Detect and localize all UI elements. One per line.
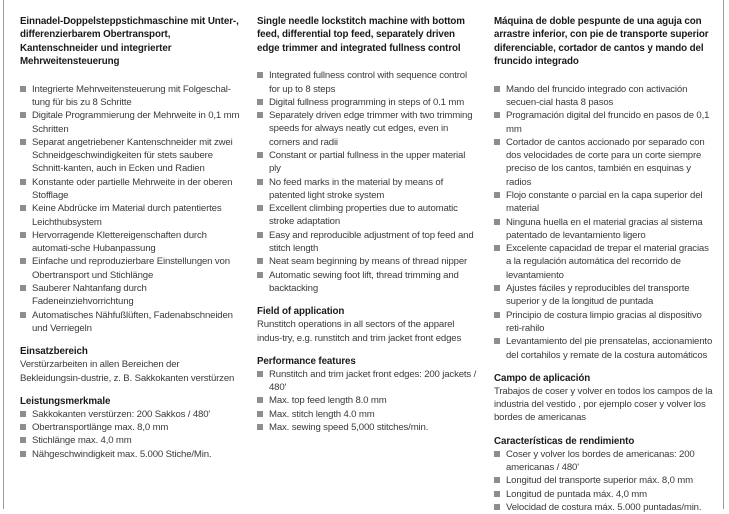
list-item: Integrated fullness control with sequence control for up to 8 steps <box>257 69 479 96</box>
spanish-column <box>494 15 716 514</box>
square-bullet-icon <box>20 285 26 291</box>
spanish-title: Máquina de doble pespunte de una aguja con arrastre inferior, con pie de transporte superior diferenciable, cortador de cantos y mando del fruncido integrado <box>494 16 709 68</box>
spanish-application-heading: Campo de aplicación <box>494 372 591 384</box>
square-bullet-icon <box>20 205 26 211</box>
list-item: Nähgeschwindigkeit max. 5.000 Stiche/Min. <box>20 448 242 461</box>
square-bullet-icon <box>257 258 263 264</box>
list-item: Longitud del transporte superior máx. 8,0 mm <box>494 474 716 487</box>
square-bullet-icon <box>257 272 263 278</box>
square-bullet-icon <box>257 411 263 417</box>
list-item: Automatisches Nähfußlüften, Fadenabschneiden und Verriegeln <box>20 309 242 336</box>
list-item: Sauberer Nahtanfang durch Fadeneinziehvorrichtung <box>20 282 242 309</box>
square-bullet-icon <box>494 86 500 92</box>
page-right-border <box>723 0 724 509</box>
german-application-heading: Einsatzbereich <box>20 346 88 358</box>
square-bullet-icon <box>494 139 500 145</box>
german-performance-heading: Leistungsmerkmale <box>20 395 111 407</box>
square-bullet-icon <box>20 86 26 92</box>
german-application-text: Verstürzarbeiten in allen Bereichen der Bekleidungsin-dustrie, z. B. Sakkokanten verstürzen <box>20 359 235 384</box>
list-item: Automatic sewing foot lift, thread trimming and backtacking <box>257 269 479 296</box>
list-item: Excelente capacidad de trepar el material gracias a la regulación automática del recorrido de levantamiento <box>494 242 716 282</box>
square-bullet-icon <box>20 451 26 457</box>
list-item: Velocidad de costura máx. 5.000 puntadas/min. <box>494 501 716 514</box>
list-item: Sakkokanten verstürzen: 200 Sakkos / 480' <box>20 408 242 421</box>
list-item: Digital fullness programming in steps of 0.1 mm <box>257 96 479 109</box>
square-bullet-icon <box>257 371 263 377</box>
english-title: Single needle lockstitch machine with bottom feed, differential top feed, separately driven edge trimmer and integrated fullness control <box>257 16 465 54</box>
list-item: Stichlänge max. 4,0 mm <box>20 434 242 447</box>
list-item: Principio de costura limpio gracias al dispositivo reti-rahilo <box>494 309 716 336</box>
list-item: Coser y volver los bordes de americanas: 200 americanas / 480' <box>494 448 716 475</box>
list-item: Cortador de cantos accionado por separado con dos velocidades de corte para un corte siempre preciso de los cantos, también en esquinas y radios <box>494 136 716 189</box>
list-item: Longitud de puntada máx. 4,0 mm <box>494 488 716 501</box>
list-item: Max. stitch length 4.0 mm <box>257 408 479 421</box>
square-bullet-icon <box>257 152 263 158</box>
spanish-feature-list <box>494 83 716 362</box>
list-item: Ajustes fáciles y reproducibles del transporte superior y de la longitud de puntada <box>494 282 716 309</box>
list-item: Flojo constante o parcial en la capa superior del material <box>494 189 716 216</box>
list-item: Einfache und reproduzierbare Einstellungen von Obertransport und Stichlänge <box>20 255 242 282</box>
list-item: Separat angetriebener Kantenschneider mit zwei Schneidgeschwindigkeiten für stets saubere Schnitt-kanten, auch in Ecken und Radien <box>20 136 242 176</box>
english-performance-list <box>257 368 479 434</box>
list-item: Keine Abdrücke im Material durch patentiertes Leichthubsystem <box>20 202 242 229</box>
page-left-border <box>3 0 4 509</box>
list-item: Max. sewing speed 5,000 stitches/min. <box>257 421 479 434</box>
list-item: Hervorragende Klettereigenschaften durch automati-sche Hubanpassung <box>20 229 242 256</box>
list-item: Neat seam beginning by means of thread nipper <box>257 255 479 268</box>
square-bullet-icon <box>494 245 500 251</box>
list-item: Runstitch and trim jacket front edges: 200 jackets / 480' <box>257 368 479 395</box>
german-column <box>20 15 242 461</box>
list-item: Digitale Programmierung der Mehrweite in 0,1 mm Schritten <box>20 109 242 136</box>
square-bullet-icon <box>257 112 263 118</box>
list-item: Konstante oder partielle Mehrweite in der oberen Stofflage <box>20 176 242 203</box>
list-item: No feed marks in the material by means of patented light stroke system <box>257 176 479 203</box>
square-bullet-icon <box>20 112 26 118</box>
square-bullet-icon <box>494 477 500 483</box>
german-feature-list <box>20 83 242 336</box>
english-column <box>257 15 479 434</box>
square-bullet-icon <box>494 112 500 118</box>
square-bullet-icon <box>257 397 263 403</box>
square-bullet-icon <box>257 99 263 105</box>
square-bullet-icon <box>257 424 263 430</box>
square-bullet-icon <box>257 232 263 238</box>
list-item: Obertransportlänge max. 8,0 mm <box>20 421 242 434</box>
square-bullet-icon <box>20 437 26 443</box>
list-item: Programación digital del fruncido en pasos de 0,1 mm <box>494 109 716 136</box>
list-item: Ninguna huella en el material gracias al sistema patentado de levantamiento ligero <box>494 216 716 243</box>
english-application-text: Runstitch operations in all sectors of the apparel indus-try, e.g. runstitch and trim jacket front edges <box>257 319 462 344</box>
spanish-application-text: Trabajos de coser y volver en todos los campos de la industria del vestido , por ejemplo coser y volver los bordes de americanas <box>494 385 713 424</box>
german-performance-list <box>20 408 242 461</box>
list-item: Max. top feed length 8.0 mm <box>257 394 479 407</box>
square-bullet-icon <box>20 312 26 318</box>
english-performance-heading: Performance features <box>257 355 356 367</box>
square-bullet-icon <box>20 179 26 185</box>
square-bullet-icon <box>20 258 26 264</box>
german-title: Einnadel-Doppelsteppstichmaschine mit Unter-, differenzierbarem Obertransport, Kantenschneider und integrierter Mehrweitensteuerung <box>20 16 239 68</box>
list-item: Mando del fruncido integrado con activación secuen-cial hasta 8 pasos <box>494 83 716 110</box>
square-bullet-icon <box>494 338 500 344</box>
square-bullet-icon <box>20 232 26 238</box>
square-bullet-icon <box>257 205 263 211</box>
square-bullet-icon <box>257 72 263 78</box>
square-bullet-icon <box>494 451 500 457</box>
english-application-heading: Field of application <box>257 306 345 318</box>
list-item: Constant or partial fullness in the upper material ply <box>257 149 479 176</box>
square-bullet-icon <box>494 285 500 291</box>
list-item: Levantamiento del pie prensatelas, accionamiento del cortahilos y remate de la costura automáticos <box>494 335 716 362</box>
list-item: Easy and reproducible adjustment of top feed and stitch length <box>257 229 479 256</box>
spanish-performance-list <box>494 448 716 514</box>
square-bullet-icon <box>494 504 500 510</box>
list-item: Integrierte Mehrweitensteuerung mit Folgeschal-tung für bis zu 8 Schritte <box>20 83 242 110</box>
list-item: Excellent climbing properties due to automatic stroke adaptation <box>257 202 479 229</box>
list-item: Separately driven edge trimmer with two trimming speeds for always neatly cut edges, even in corners and radii <box>257 109 479 149</box>
english-feature-list <box>257 69 479 295</box>
square-bullet-icon <box>494 219 500 225</box>
square-bullet-icon <box>494 312 500 318</box>
square-bullet-icon <box>20 411 26 417</box>
square-bullet-icon <box>20 139 26 145</box>
square-bullet-icon <box>494 192 500 198</box>
square-bullet-icon <box>20 424 26 430</box>
square-bullet-icon <box>257 179 263 185</box>
spanish-performance-heading: Características de rendimiento <box>494 435 635 447</box>
square-bullet-icon <box>494 491 500 497</box>
